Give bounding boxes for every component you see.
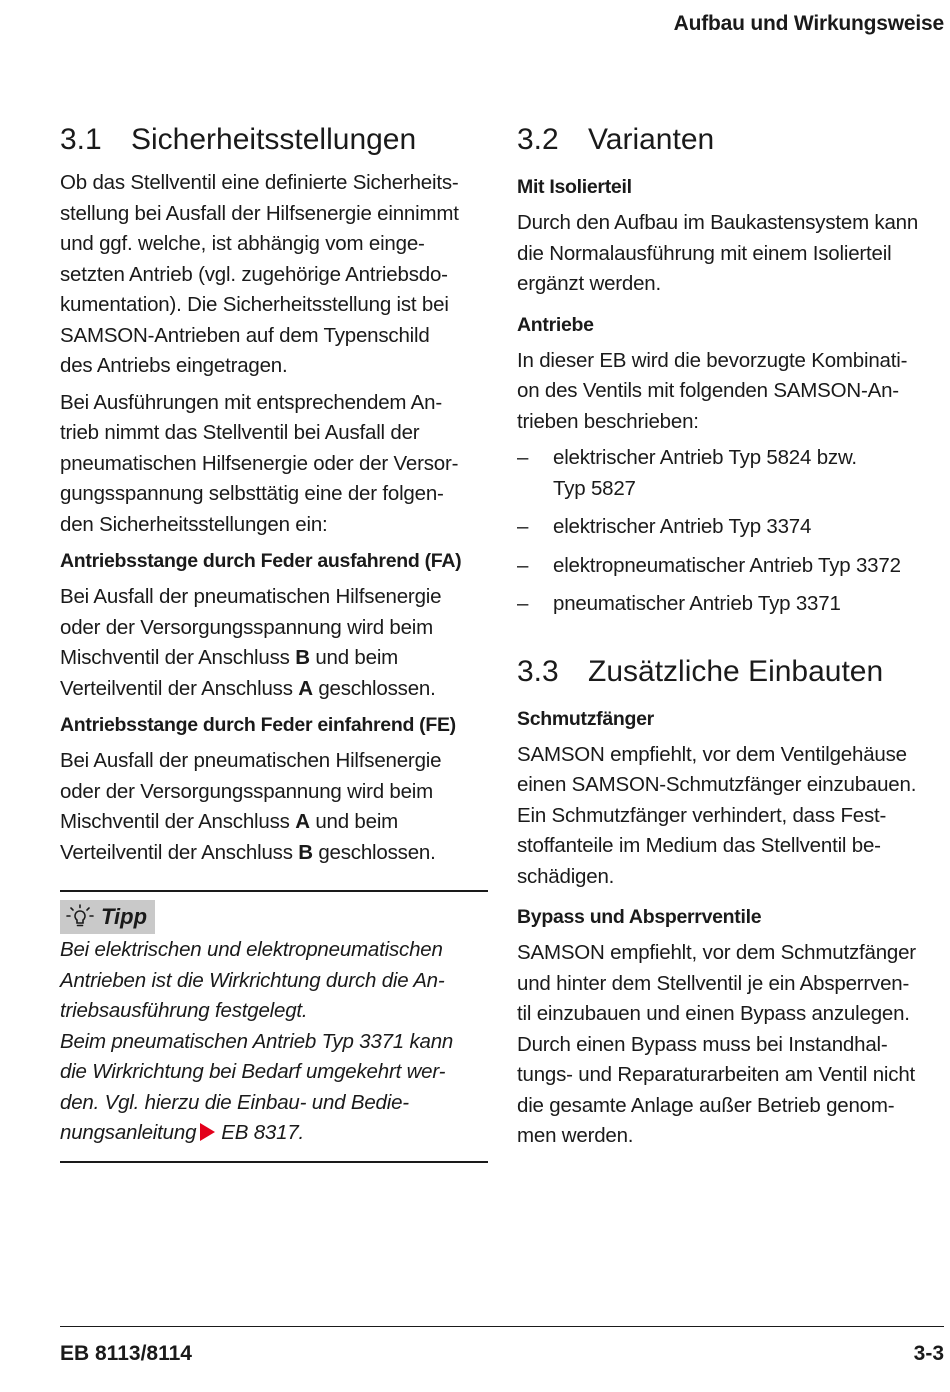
footer-page-number: 3-3 — [913, 1342, 944, 1365]
section-number: 3.2 — [517, 123, 559, 156]
lightbulb-icon — [65, 904, 95, 930]
paragraph-versions: Bei Ausführungen mit entsprechendem An- trieb nimmt das Stellventil bei Ausfall der pneumatischen Hilfsenergie oder der Versor- gungsspannung selbsttätig eine der folgen- den Sicherheitsstellungen ein: — [60, 390, 459, 536]
subheading-isolierteil: Mit Isolierteil — [517, 176, 632, 198]
paragraph-bypass: SAMSON empfiehlt, vor dem Schmutzfänger und hinter dem Stellventil je ein Absperrven- til einzubauen und einen Bypass anzulegen. Durch einen Bypass muss bei Instandhal- tungs- und Reparaturarbeiten am Ventil nicht die gesamte Anlage außer Betrieb genom- men werden. — [517, 941, 916, 1147]
section-number: 3.3 — [517, 654, 559, 688]
section-title: Varianten — [588, 123, 715, 156]
section-heading-3-2 — [517, 118, 947, 162]
paragraph-isolierteil: Durch den Aufbau im Baukastensystem kann die Normalausführung mit einem Isolierteil ergänzt werden. — [517, 211, 919, 295]
paragraph-schmutzfaenger: SAMSON empfiehlt, vor dem Ventilgehäuse einen SAMSON-Schmutzfänger einzubauen. Ein Schmutzfänger verhindert, dass Fest- stoffanteile im Medium das Stellventil be- schädigen. — [517, 742, 917, 888]
list-item: – pneumatischer Antrieb Typ 3371 — [517, 592, 841, 615]
running-header: Aufbau und Wirkungsweise — [673, 12, 944, 35]
section-heading-3-1 — [60, 118, 490, 162]
tip-box — [60, 890, 488, 1163]
footer-doc-number: EB 8113/8114 — [60, 1342, 192, 1365]
subheading-bypass: Bypass und Absperrventile — [517, 906, 762, 928]
footer-divider — [60, 1326, 944, 1327]
list-item: – elektrischer Antrieb Typ 5824 bzw. Typ 5827 — [517, 446, 857, 500]
tip-label: Tipp — [60, 900, 155, 934]
paragraph-fe: Bei Ausfall der pneumatischen Hilfsenergie oder der Versorgungsspannung wird beim Mischventil der Anschluss A und beim Verteilventil der Anschluss B geschlossen. — [60, 749, 442, 864]
right-column — [517, 118, 947, 1152]
subheading-schmutzfaenger: Schmutzfänger — [517, 707, 654, 730]
tip-text: Bei elektrischen und elektropneumatischen Antrieben ist die Wirkrichtung durch die An- triebsausführung festgelegt. Beim pneumatischen Antrieb Typ 3371 kann die Wirkrichtung bei Bedarf umgekehrt wer- den. Vgl. hierzu die Einbau- und Bedie- nungsanleitung EB 8317. — [60, 938, 454, 1144]
list-item: – elektropneumatischer Antrieb Typ 3372 — [517, 553, 901, 577]
list-item: – elektrischer Antrieb Typ 3374 — [517, 515, 812, 538]
link-eb-8317[interactable]: EB 8317. — [221, 1121, 305, 1144]
arrow-right-icon — [200, 1123, 215, 1141]
paragraph-fa: Bei Ausfall der pneumatischen Hilfsenergie oder der Versorgungsspannung wird beim Mischventil der Anschluss B und beim Verteilventil der Anschluss A geschlossen. — [60, 585, 442, 700]
left-column — [60, 118, 490, 1163]
section-heading-3-3 — [517, 650, 947, 694]
subheading-fe: Antriebsstange durch Feder einfahrend (FE) — [60, 714, 456, 736]
section-title: Zusätzliche Einbauten — [588, 654, 884, 688]
subheading-fa: Antriebsstange durch Feder ausfahrend (FA) — [60, 550, 462, 572]
section-number: 3.1 — [60, 123, 102, 156]
paragraph-antriebe: In dieser EB wird die bevorzugte Kombinati- on des Ventils mit folgenden SAMSON-An- trieben beschrieben: — [517, 348, 908, 433]
paragraph-intro: Ob das Stellventil eine definierte Sicherheits- stellung bei Ausfall der Hilfsenergie einnimmt und ggf. welche, ist abhängig vom einge- setzten Antrieb (vgl. zugehörige Antriebsdo- kumentation). Die Sicherheitsstellung ist bei SAMSON-Antrieben auf dem Typenschild des Antriebs eingetragen. — [60, 171, 459, 377]
actuator-list — [517, 443, 947, 620]
section-title: Sicherheitsstellungen — [131, 123, 417, 156]
subheading-antriebe: Antriebe — [517, 313, 594, 336]
